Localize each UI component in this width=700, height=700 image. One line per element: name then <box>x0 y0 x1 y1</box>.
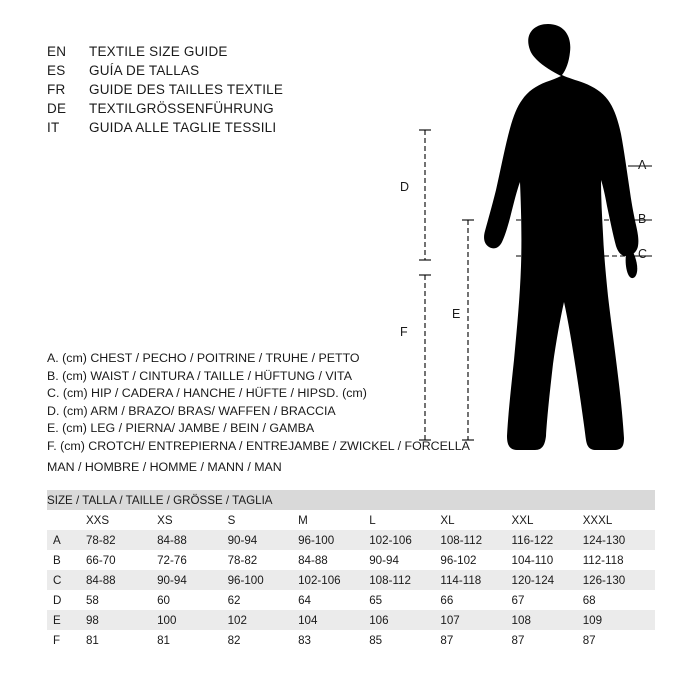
callout-label-e: E <box>452 307 461 321</box>
cell: 84-88 <box>157 530 227 550</box>
cell: 90-94 <box>157 570 227 590</box>
cell: 100 <box>157 610 227 630</box>
cell: 98 <box>86 610 157 630</box>
cell: 84-88 <box>298 550 369 570</box>
callout-label-c: C <box>638 247 648 261</box>
cell: 60 <box>157 590 227 610</box>
cell: 116-122 <box>512 530 583 550</box>
column-header: XXS <box>86 510 157 530</box>
language-row <box>47 82 377 101</box>
callout-label-d: D <box>400 180 410 194</box>
row-label: C <box>47 570 86 590</box>
language-title-block <box>47 44 377 139</box>
size-table-container <box>47 490 655 650</box>
cell: 58 <box>86 590 157 610</box>
cell: 62 <box>228 590 298 610</box>
cell: 66-70 <box>86 550 157 570</box>
cell: 96-100 <box>228 570 298 590</box>
callout-label-f: F <box>400 325 408 339</box>
cell: 104-110 <box>512 550 583 570</box>
table-row <box>47 610 655 630</box>
column-header: XXXL <box>583 510 655 530</box>
language-code: IT <box>47 120 60 135</box>
cell: 108 <box>512 610 583 630</box>
table-row <box>47 530 655 550</box>
cell: 82 <box>228 630 298 650</box>
row-label: D <box>47 590 86 610</box>
column-header: XL <box>440 510 511 530</box>
callout-label-a: A <box>638 158 647 172</box>
cell: 67 <box>512 590 583 610</box>
cell: 102-106 <box>369 530 440 550</box>
cell: 90-94 <box>228 530 298 550</box>
cell: 87 <box>583 630 655 650</box>
cell: 102-106 <box>298 570 369 590</box>
language-title: TEXTILGRÖSSENFÜHRUNG <box>89 101 274 116</box>
column-header: S <box>228 510 298 530</box>
language-code: DE <box>47 101 67 116</box>
cell: 106 <box>369 610 440 630</box>
table-header-row <box>47 510 655 530</box>
legend-line: F. (cm) CROTCH/ ENTREPIERNA / ENTREJAMBE / ZWICKEL / FORCELLA <box>47 438 470 453</box>
cell: 78-82 <box>228 550 298 570</box>
column-header: XS <box>157 510 227 530</box>
language-code: ES <box>47 63 66 78</box>
table-row <box>47 590 655 610</box>
cell: 124-130 <box>583 530 655 550</box>
table-caption-row <box>47 490 655 510</box>
cell: 78-82 <box>86 530 157 550</box>
cell: 102 <box>228 610 298 630</box>
cell: 84-88 <box>86 570 157 590</box>
legend-line: D. (cm) ARM / BRAZO/ BRAS/ WAFFEN / BRACCIA <box>47 403 336 418</box>
cell: 81 <box>157 630 227 650</box>
size-table <box>47 490 655 650</box>
table-row <box>47 570 655 590</box>
language-title: TEXTILE SIZE GUIDE <box>89 44 228 59</box>
language-code: EN <box>47 44 67 59</box>
cell: 126-130 <box>583 570 655 590</box>
table-caption: SIZE / TALLA / TAILLE / GRÖSSE / TAGLIA <box>47 490 655 510</box>
language-row <box>47 63 377 82</box>
column-header: XXL <box>512 510 583 530</box>
column-header: L <box>369 510 440 530</box>
cell: 83 <box>298 630 369 650</box>
legend-line: E. (cm) LEG / PIERNA/ JAMBE / BEIN / GAMBA <box>47 421 315 436</box>
language-row <box>47 120 377 139</box>
cell: 87 <box>512 630 583 650</box>
cell: 68 <box>583 590 655 610</box>
row-label: B <box>47 550 86 570</box>
row-label: F <box>47 630 86 650</box>
column-header <box>47 510 86 530</box>
measurement-legend <box>47 350 470 456</box>
column-header: M <box>298 510 369 530</box>
callout-label-b: B <box>638 212 647 226</box>
cell: 64 <box>298 590 369 610</box>
cell: 114-118 <box>440 570 511 590</box>
table-row <box>47 550 655 570</box>
gender-label: MAN / HOMBRE / HOMME / MANN / MAN <box>47 460 282 474</box>
cell: 72-76 <box>157 550 227 570</box>
cell: 96-102 <box>440 550 511 570</box>
cell: 109 <box>583 610 655 630</box>
cell: 65 <box>369 590 440 610</box>
cell: 107 <box>440 610 511 630</box>
cell: 104 <box>298 610 369 630</box>
cell: 96-100 <box>298 530 369 550</box>
cell: 120-124 <box>512 570 583 590</box>
cell: 112-118 <box>583 550 655 570</box>
legend-line: A. (cm) CHEST / PECHO / POITRINE / TRUHE / PETTO <box>47 351 360 365</box>
cell: 108-112 <box>369 570 440 590</box>
language-row <box>47 101 377 120</box>
cell: 85 <box>369 630 440 650</box>
cell: 66 <box>440 590 511 610</box>
cell: 81 <box>86 630 157 650</box>
legend-line: B. (cm) WAIST / CINTURA / TAILLE / HÜFTUNG / VITA <box>47 368 352 383</box>
legend-line: C. (cm) HIP / CADERA / HANCHE / HÜFTE / HIPSD. (cm) <box>47 386 367 401</box>
row-label: E <box>47 610 86 630</box>
cell: 108-112 <box>440 530 511 550</box>
language-title: GUÍA DE TALLAS <box>89 63 200 78</box>
language-code: FR <box>47 82 66 97</box>
language-title: GUIDA ALLE TAGLIE TESSILI <box>89 120 277 135</box>
language-row <box>47 44 377 63</box>
table-row <box>47 630 655 650</box>
cell: 90-94 <box>369 550 440 570</box>
language-title: GUIDE DES TAILLES TEXTILE <box>89 82 284 97</box>
cell: 87 <box>440 630 511 650</box>
row-label: A <box>47 530 86 550</box>
